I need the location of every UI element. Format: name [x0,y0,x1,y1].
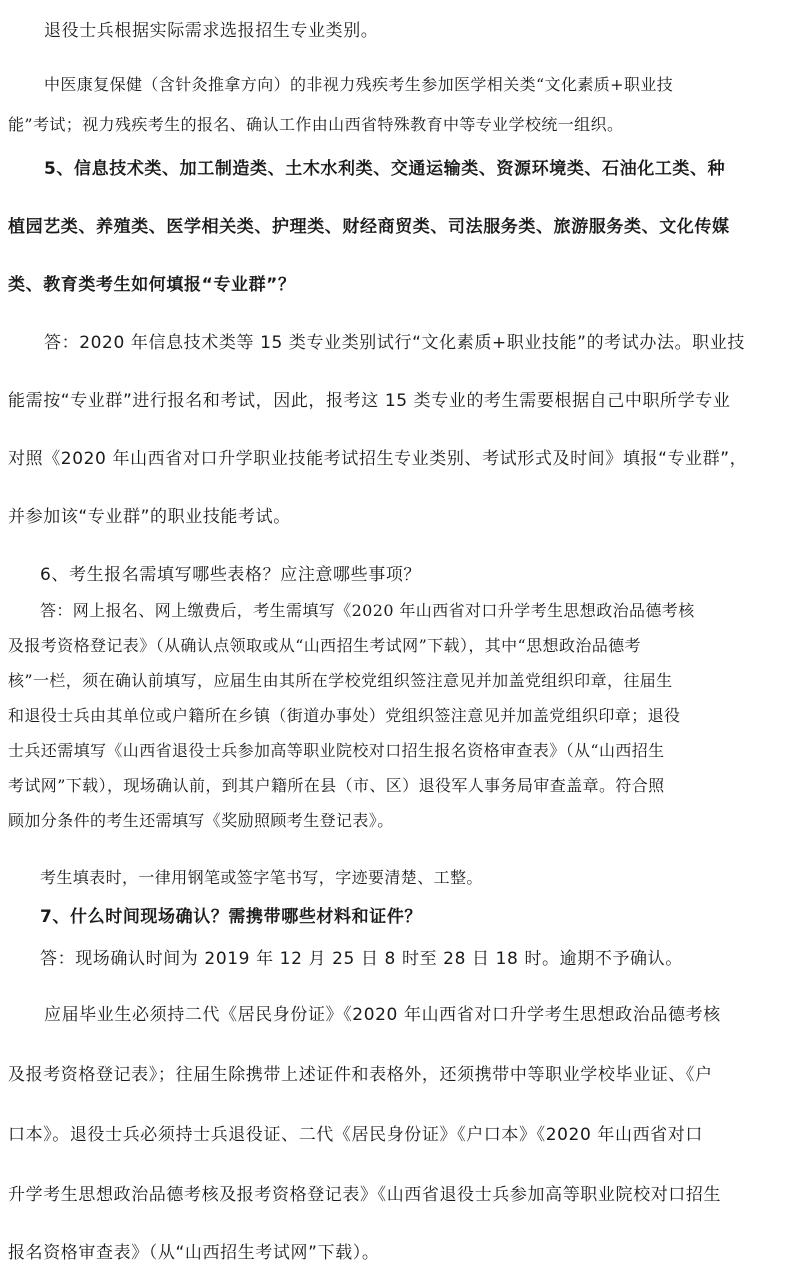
paragraph-line: 核”一栏，须在确认前填写，应届生由其所在学校党组织签注意见并加盖党组织印章，往届生 [8,671,673,690]
section-heading: 类、教育类考生如何填报“专业群”？ [8,275,296,295]
paragraph-line: 报名资格审查表》（从“山西招生考试网”下载）。 [8,1243,380,1263]
paragraph-line: 答：2020 年信息技术类等 15 类专业类别试行“文化素质+职业技能”的考试办法。职业技 [44,333,745,353]
section-heading: 植园艺类、养殖类、医学相关类、护理类、财经商贸类、司法服务类、旅游服务类、文化传媒 [8,217,730,237]
paragraph-line: 答：现场确认时间为 2019 年 12 月 25 日 8 时至 28 日 18 时。逾期不予确认。 [40,949,683,969]
paragraph-line: 及报考资格登记表》（从确认点领取或从“山西招生考试网”下载），其中“思想政治品德考 [8,636,641,655]
paragraph-line: 并参加该“专业群”的职业技能考试。 [8,507,291,527]
paragraph-line: 口本》。退役士兵必须持士兵退役证、二代《居民身份证》《户口本》《2020 年山西省对口 [8,1125,703,1145]
paragraph-line: 顾加分条件的考生还需填写《奖励照顾考生登记表》。 [8,811,394,830]
paragraph-line: 对照《2020 年山西省对口升学职业技能考试招生专业类别、考试形式及时间》填报“专业群”， [8,449,748,469]
paragraph-line: 应届毕业生必须持二代《居民身份证》《2020 年山西省对口升学考生思想政治品德考核 [44,1005,721,1025]
section-heading: 5、信息技术类、加工制造类、土木水利类、交通运输类、资源环境类、石油化工类、种 [44,159,726,179]
section-heading: 7、什么时间现场确认？需携带哪些材料和证件？ [40,907,423,927]
paragraph-line: 能需按“专业群”进行报名和考试，因此，报考这 15 类专业的考生需要根据自己中职所学专业 [8,391,731,411]
paragraph-line: 及报考资格登记表》；往届生除携带上述证件和表格外，还须携带中等职业学校毕业证、《户 [8,1065,713,1085]
section-heading: 6、考生报名需填写哪些表格？应注意哪些事项？ [40,565,422,585]
paragraph-line: 中医康复保健（含针灸推拿方向）的非视力残疾考生参加医学相关类“文化素质+职业技 [44,75,674,94]
paragraph-line: 答：网上报名、网上缴费后，考生需填写《2020 年山西省对口升学考生思想政治品德考核 [40,601,695,620]
paragraph-line: 士兵还需填写《山西省退役士兵参加高等职业院校对口招生报名资格审查表》（从“山西招生 [8,741,665,760]
paragraph-line: 和退役士兵由其单位或户籍所在乡镇（街道办事处）党组织签注意见并加盖党组织印章；退役 [8,706,681,725]
paragraph-line: 能”考试；视力残疾考生的报名、确认工作由山西省特殊教育中等专业学校统一组织。 [8,115,624,134]
paragraph-line: 升学考生思想政治品德考核及报考资格登记表》《山西省退役士兵参加高等职业院校对口招生 [8,1185,722,1205]
paragraph-line: 考生填表时，一律用钢笔或签字笔书写，字迹要清楚、工整。 [40,868,483,887]
paragraph-line: 退役士兵根据实际需求选报招生专业类别。 [44,21,379,41]
paragraph-line: 考试网”下载），现场确认前，到其户籍所在县（市、区）退役军人事务局审查盖章。符合照 [8,776,665,795]
